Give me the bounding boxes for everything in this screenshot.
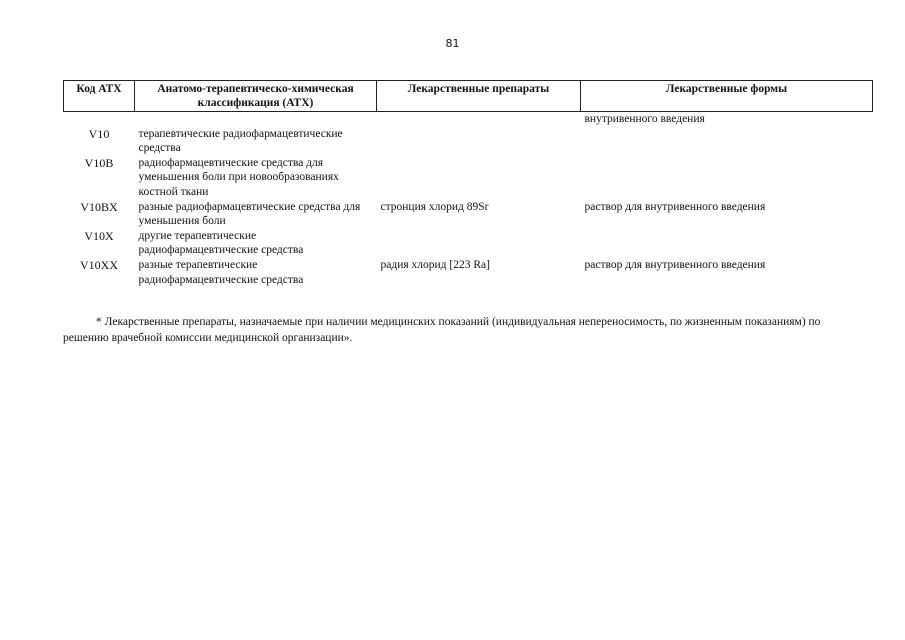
table-row [64, 127, 873, 156]
cell-drug: радия хлорид [223 Ra] [380, 258, 490, 271]
table-row [64, 229, 873, 258]
cell-form: раствор для внутривенного введения [584, 258, 766, 271]
cell-classification: разные радиофармацевтические средства для уменьшения боли [138, 200, 361, 228]
table-row [64, 156, 873, 200]
cell-classification: другие терапевтические радиофармацевтические средства [138, 229, 304, 257]
cell-code: V10 [88, 126, 110, 141]
table-header-row [64, 81, 873, 112]
header-drugs: Лекарственные препараты [377, 81, 581, 112]
header-atx-code: Код АТХ [64, 81, 135, 112]
table-row [64, 200, 873, 229]
cell-form [581, 229, 873, 258]
cell-form [581, 127, 873, 156]
cell-code: V10XX [80, 257, 118, 272]
cell-form-continuation: внутривенного введения [584, 113, 705, 125]
table-row [64, 258, 873, 287]
atx-table [63, 80, 873, 287]
cell-drug [377, 229, 581, 258]
cell-classification [135, 112, 377, 127]
cell-form: раствор для внутривенного введения [584, 200, 766, 213]
cell-code [64, 112, 135, 127]
cell-drug: стронция хлорид 89Sr [380, 200, 489, 213]
cell-code: V10X [84, 228, 114, 243]
cell-classification: радиофармацевтические средства для уменьшения боли при новообразованиях костной ткани [138, 156, 339, 198]
cell-code: V10BX [80, 199, 118, 214]
page-number: 81 [445, 37, 460, 50]
footnote: * Лекарственные препараты, назначаемые при наличии медицинских показаний (индивидуальная непереносимость, по жизненным показаниям) по решению врачебной комиссии медицинской организации». [63, 316, 821, 344]
cell-drug [377, 127, 581, 156]
cell-classification: терапевтические радиофармацевтические средства [138, 127, 343, 155]
header-atx-classification: Анатомо-терапевтическо-химическая классификация (АТХ) [135, 81, 377, 112]
header-dosage-forms: Лекарственные формы [581, 81, 873, 112]
cell-classification: разные терапевтические радиофармацевтические средства [138, 258, 304, 286]
table-row-continuation [64, 112, 873, 127]
cell-drug [377, 112, 581, 127]
cell-drug [377, 156, 581, 200]
cell-code: V10B [84, 155, 114, 170]
cell-form [581, 156, 873, 200]
